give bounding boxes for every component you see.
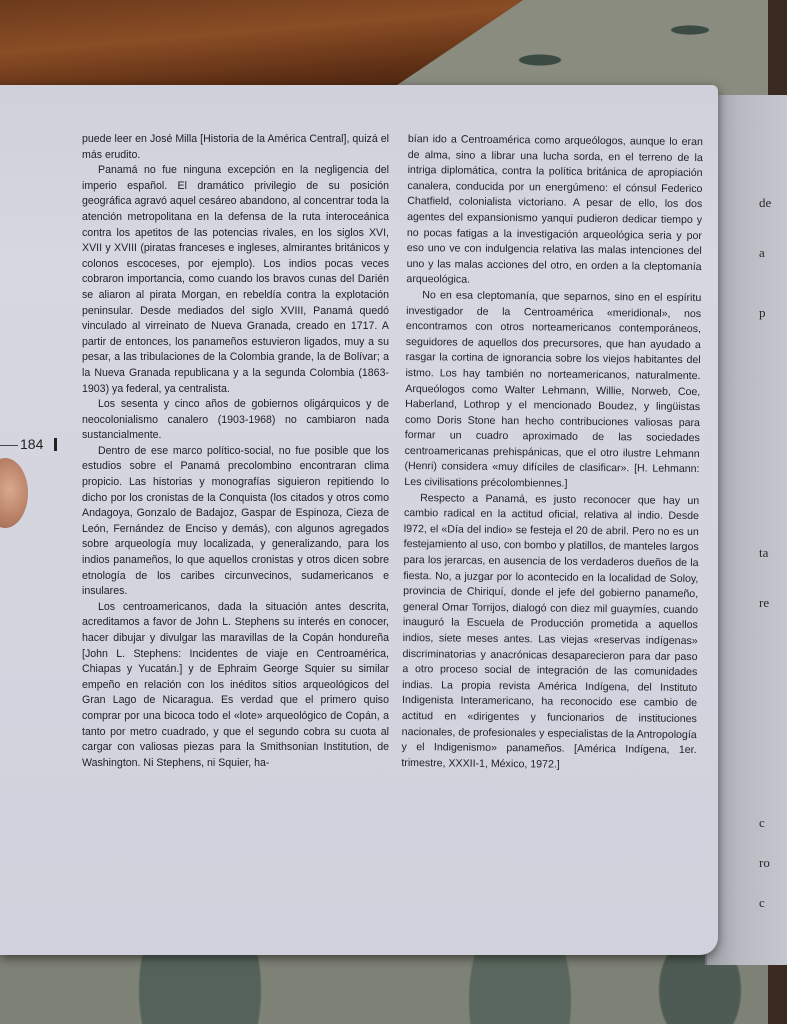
next-page-fragment: a (759, 245, 765, 260)
paragraph: Panamá no fue ninguna excepción en la negligencia del imperio español. El dramático privilegio de su posición geográfica agravó aquel cesáreo abandono, al concentrar toda la atención metropolitana en la defensa de la ruta interoceánica contra los apetitos de las potencias rivales, en los siglos XVI, XVII y XVIII (piratas franceses e ingleses, almirantes británicos y colonos escoceses, por ejemplo). Los indios pocas veces cobraron importancia, como cuando los bravos cunas del Darién se aliaron al pirata Morgan, en rebeldía contra la explotación peninsular. Desde mediados del siglo XVIII, Panamá quedó vinculado al virreinato de Nueva Granada, creado en 1717. A partir de entonces, los panameños estuvieron ligados, muy a su pesar, a las tribulaciones de la Colombia grande, la de Bolívar; a la Nueva Granada republicana y a la segunda Colombia (1863-1903) ya federal, ya centralista. (82, 164, 389, 395)
next-page-fragment: c (759, 895, 765, 910)
page-number: 184 (20, 436, 44, 452)
folio-bar (54, 438, 57, 451)
book-page (0, 85, 718, 955)
paragraph: Respecto a Panamá, es justo reconocer que hay un cambio radical en la actitud oficial, relativa al indio. Desde l972, el «Día del indio» se festeja el 20 de abril. Pero no es un festejamiento al uso, con bombo y platillos, de manteles largos para los jerarcas, en ausencia de los verdaderos dueños de la fiesta. No, a juzgar por lo acontecido en la localidad de Soloy, provincia de Chiriquí, donde el jefe del gobierno panameño, general Omar Torrijos, dialogó con diez mil guaymíes, cuando inauguró la Escuela de Producción prometida a aquellos indios, siete meses antes. Las viejas «reservas indígenas» discriminatorias y anacrónicas desaparecieron para dar paso a otro proceso social de integración de las comunidades indias. La propia revista América Indígena, del Instituto Indigenista Interamericano, ha reconocido ese cambio de actitud en «dirigentes y funcionarios de instituciones nacionales, de profesionales y especialistas de la Antropología y el Indigenismo» panameños. [América Indígena, 1er. trimestre, XXXII-1, México, 1972.] (401, 491, 700, 771)
right-text-column (401, 132, 703, 774)
paragraph: Los sesenta y cinco años de gobiernos oligárquicos y de neocolonialismo canalero (1903-1968) no cambiaron nada sustancialmente. (82, 398, 389, 442)
next-page-fragment: ro (759, 855, 770, 870)
next-page-fragment: c (759, 815, 765, 830)
paragraph: Los centroamericanos, dada la situación antes descrita, acreditamos a favor de John L. Stephens su interés en conocer, hacer dibujar y divulgar las maravillas de la Copán hondureña [John L. Stephens: Incidentes de viaje en Centroamérica, Chiapas y Yucatán.] y de Ephraim George Squier su similar empeño en relación con los inéditos sitios arqueológicos del Gran Lago de Nicaragua. Es verdad que el primero quiso comprar por una bicoca todo el «lote» arqueológico de Copán, a tanto por metro cuadrado, y que el segundo cobra su cuota al cargar con valiosas piezas para la Smithsonian Institution, de Washington. Ni Stephens, ni Squier, ha- (82, 600, 389, 769)
next-page-fragment: ta (759, 545, 769, 560)
paragraph: puede leer en José Milla [Historia de la América Central], quizá el más erudito. (82, 133, 389, 161)
next-page-fragment: de (759, 195, 772, 210)
left-text-column (82, 132, 389, 771)
paragraph: No en esa cleptomanía, que separnos, sino en el espíritu investigador de la Centroamérica «meridional», nos encontramos con otros norteamericanos contemporáneos, seguidores de aquellos dos precursores, que han ayudado a rasgar la cortina de ignorancia sobre los viejos habitantes del istmo. Los hay también no norteamericanos, naturalmente. Arqueólogos como Walter Lehmann, Willie, Norweb, Coe, Haberland, Lothrop y el mencionado Boudez, y lingüistas como Doris Stone han hecho contribuciones valiosas para formar un cuadro aproximado de las sociedades centroamericanas prehispánicas, que el otro ilustre Lehmann (Henri) considera «muy difíciles de clasificar». [H. Lehmann: Les civilisations précolombiennes.] (404, 289, 702, 490)
paragraph: Dentro de ese marco político-social, no fue posible que los estudios sobre el Panamá precolombino encontraran clima propicio. Las historias y monografías siguieron repitiendo lo dicho por los cronistas de la Conquista (los citados y otros como Andagoya, Gonzalo de Badajoz, Gaspar de Espinoza, Cieza de León, Fernández de Enciso y demás), con algunos agregados sobre arqueología muy localizada, y generalizando, para los indios panameños, lo que aquellos cronistas y otros dicen sobre etnología de los caribes circunvecinos, sudamericanos e insulares. (82, 444, 389, 598)
paragraph: bían ido a Centroamérica como arqueólogos, aunque lo eran de alma, sino a librar una lucha sorda, en el terreno de la intriga diplomática, contra la política británica de apropiación canalera, conducida por un energúmeno: el cónsul Federico Chatfield, colonialista victoriano. A pesar de ello, los dos agentes del expansionismo yanqui pudieron dedicar tiempo y no pocas fatigas a la investigación arqueológica seria y por eso uno ve con indulgencia relativa las malas intenciones del uno y las malas acciones del otro, en orden a la cleptomanía arqueológica. (406, 132, 703, 287)
next-page-fragment: re (759, 595, 770, 610)
folio-rule (0, 445, 18, 446)
next-page-fragment: p (759, 305, 766, 320)
